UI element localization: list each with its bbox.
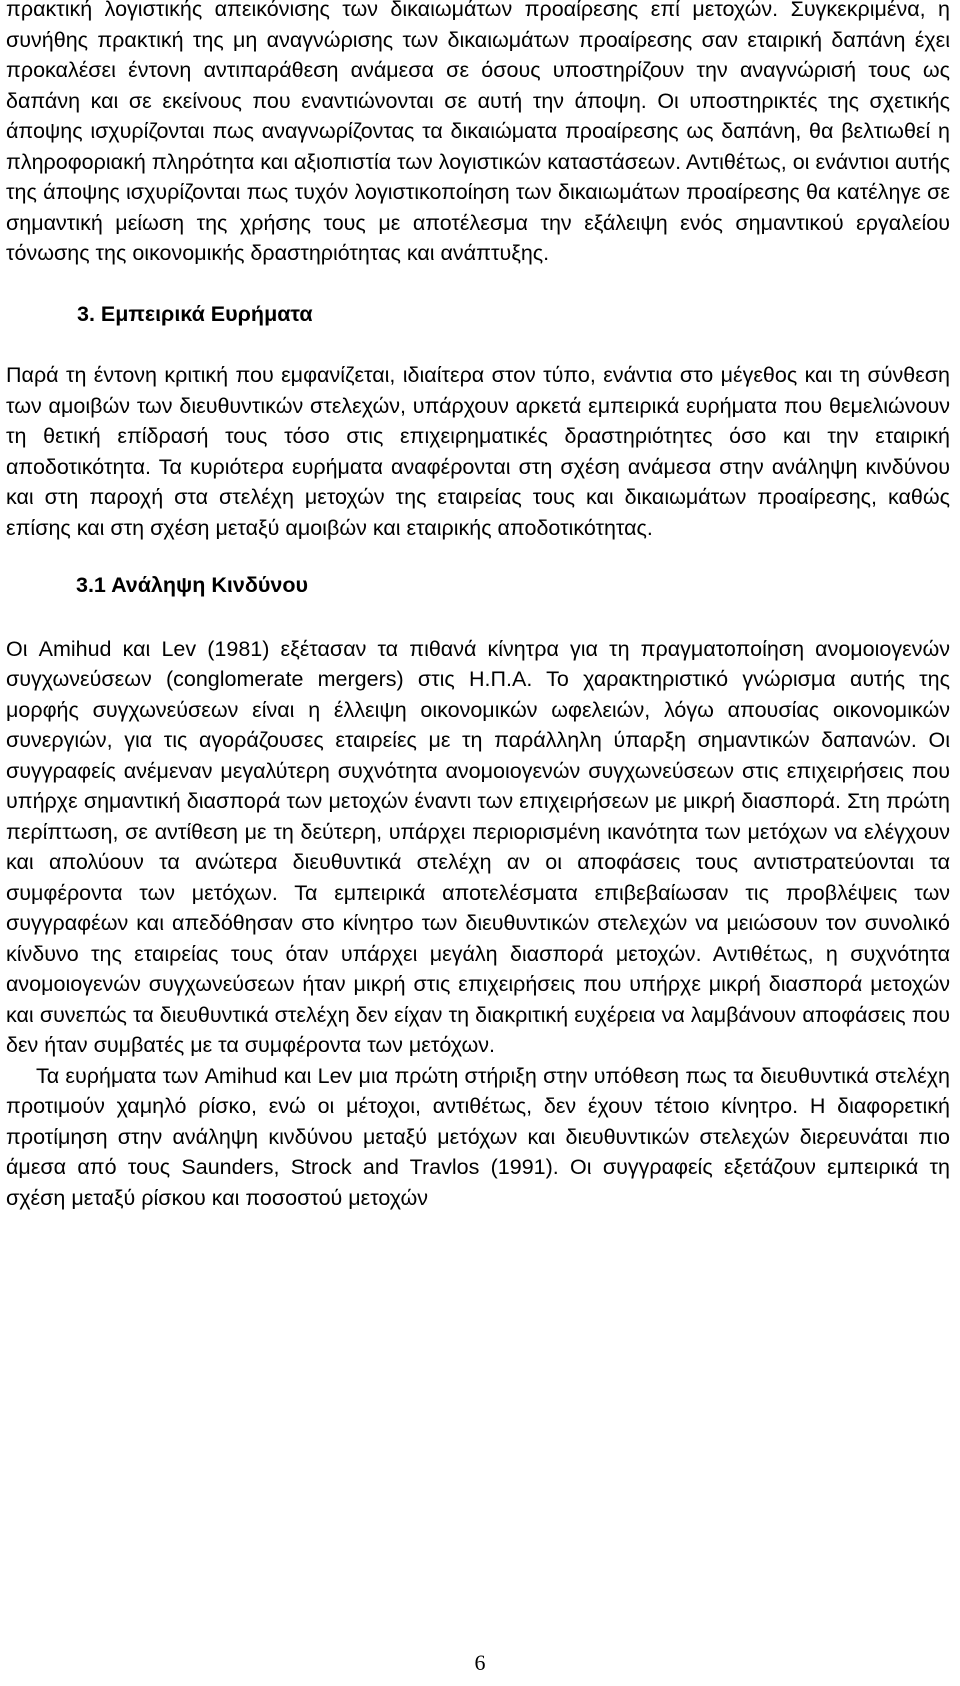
document-page — [6, 0, 950, 1213]
page-number: 6 — [474, 1650, 486, 1675]
subsection-heading-risk-taking: 3.1 Ανάληψη Κινδύνου — [76, 573, 308, 597]
paragraph-empirical-findings: Παρά τη έντονη κριτική που εμφανίζεται, ιδιαίτερα στον τύπο, ενάντια στο μέγεθος και τη σύνθεση των αμοιβών των διευθυντικών στελεχών, υπάρχουν αρκετά εμπειρικά ευρήματα που θεμελιώνουν τη θετική επίδρασή τους τόσο στις επιχειρηματικές δραστηριότητες όσο και την εταιρική αποδοτικότητα. Τα κυριότερα ευρήματα αναφέρονται στη σχέση ανάμεσα στην ανάληψη κινδύνου και στη παροχή στα στελέχη μετοχών της εταιρείας τους και δικαιωμάτων προαίρεσης, καθώς επίσης και στη σχέση μεταξύ αμοιβών και εταιρικής αποδοτικότητας. — [6, 363, 950, 540]
paragraph-risk-preference: Τα ευρήματα των Amihud και Lev μια πρώτη στήριξη στην υπόθεση πως τα διευθυντικά στελέχη προτιμούν χαμηλό ρίσκο, ενώ οι μέτοχοι, αντιθέτως, δεν έχουν τέτοιο κίνητρο. Η διαφορετική προτίμηση στην ανάληψη κινδύνου μεταξύ μετόχων και διευθυντικών στελεχών διερευνάται πιο άμεσα από τους Saunders, Strock and Travlos (1991). Οι συγγραφείς εξετάζουν εμπειρικά τη σχέση μεταξύ ρίσκου και ποσοστού μετοχών — [6, 1063, 950, 1210]
section-heading-empirical-findings: 3. Εμπειρικά Ευρήματα — [77, 301, 313, 326]
paragraph-stock-options-accounting: πρακτική λογιστικής απεικόνισης των δικαιωμάτων προαίρεσης επί μετοχών. Συγκεκριμένα, η συνήθης πρακτική της μη αναγνώρισης των δικαιωμάτων προαίρεσης σαν εταιρική δαπάνη έχει προκαλέσει έντονη αντιπαράθεση ανάμεσα σε όσους υποστηρίζουν την αναγνώρισή τους ως δαπάνη και σε εκείνους που εναντιώνονται σε αυτή την άποψη. Οι υποστηρικτές της σχετικής άποψης ισχυρίζονται πως αναγνωρίζοντας τα δικαιώματα προαίρεσης ως δαπάνη, θα βελτιωθεί η πληροφοριακή πληρότητα και αξιοπιστία των λογιστικών καταστάσεων. Αντιθέτως, οι ενάντιοι αυτής της άποψης ισχυρίζονται πως τυχόν λογιστικοποίηση των δικαιωμάτων προαίρεσης θα κατέληγε σε σημαντική μείωση της χρήσης τους με αποτέλεσμα την εξάλειψη ενός σημαντικού εργαλείου τόνωσης της οικονομικής δραστηριότητας και ανάπτυξης. — [6, 0, 950, 265]
paragraph-amihud-lev: Οι Amihud και Lev (1981) εξέτασαν τα πιθανά κίνητρα για τη πραγματοποίηση ανομοιογενών συγχωνεύσεων (conglomerate mergers) στις Η.Π.Α. Το χαρακτηριστικό γνώρισμα αυτής της μορφής συγχωνεύσεων είναι η έλλειψη οικονομικών ωφελειών, λόγω απουσίας οικονομικών συνεργιών, για τις αγοράζουσες εταιρείες με τη παράλληλη ύπαρξη σημαντικών δαπανών. Οι συγγραφείς ανέμεναν μεγαλύτερη συχνότητα ανομοιογενών συγχωνεύσεων στις επιχειρήσεις που υπήρχε σημαντική διασπορά των μετοχών έναντι των επιχειρήσεων με μικρή διασπορά. Στη πρώτη περίπτωση, σε αντίθεση με τη δεύτερη, υπάρχει περιορισμένη ικανότητα των μετόχων να ελέγχουν και απολύουν τα ανώτερα διευθυντικά στελέχη αν οι αποφάσεις τους αντιστρατεύονται τα συμφέροντα των μετόχων. Τα εμπειρικά αποτελέσματα επιβεβαίωσαν τις προβλέψεις των συγγραφέων και απεδόθησαν στο κίνητρο των διευθυντικών στελεχών να μειώσουν τον συνολικό κίνδυνο της εταιρείας τους όταν υπάρχει μεγάλη διασπορά μετοχών. Αντιθέτως, η συχνότητα ανομοιογενών συγχωνεύσεων ήταν μικρή στις επιχειρήσεις που υπήρχε μικρή διασπορά μετοχών και συνεπώς τα διευθυντικά στελέχη δεν είχαν τη διακριτική ευχέρεια να λαμβάνουν αποφάσεις που δεν ήταν συμβατές με τα συμφέροντα των μετόχων. — [6, 636, 950, 1057]
